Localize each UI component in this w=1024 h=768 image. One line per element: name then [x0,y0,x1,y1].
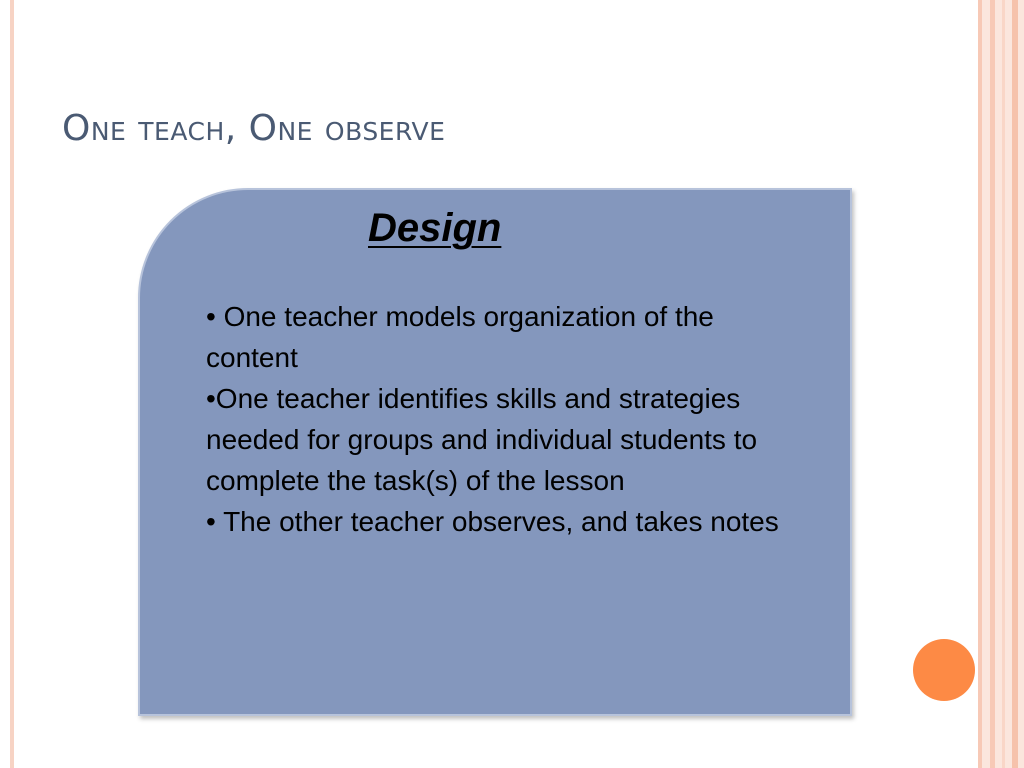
slide-title: One teach, One observe [62,108,446,149]
left-border-stripe [10,0,14,768]
bullet-item: • One teacher models organization of the content [206,301,714,373]
design-panel [138,188,852,716]
bullet-item: •One teacher identifies skills and strategies needed for groups and individual students to complete the task(s) of the lesson [206,383,758,496]
panel-heading: Design [368,206,502,250]
bullet-item: • The other teacher observes, and takes notes [206,506,779,537]
decorative-orange-circle [913,639,975,701]
bullet-list [206,296,806,542]
right-border-stripes [978,0,1024,768]
